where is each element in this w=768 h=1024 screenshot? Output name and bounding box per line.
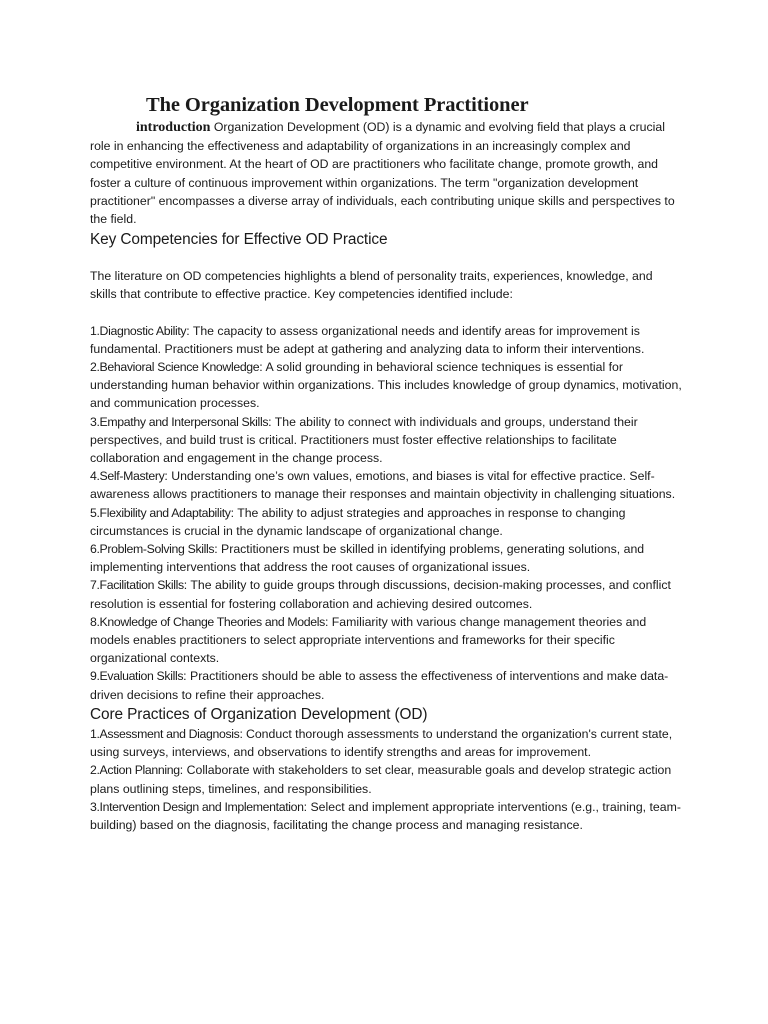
list-item	[90, 358, 682, 413]
document-page	[90, 92, 682, 834]
intro-label: introduction	[136, 120, 211, 135]
list-item	[90, 613, 682, 668]
item-text: : Practitioners should be able to assess the effectiveness of interventions and make data-driven decisions to refine their approaches.	[90, 669, 669, 702]
item-text: : The ability to adjust strategies and approaches in response to changing circumstances is crucial in the dynamic landscape of organizational change.	[90, 505, 626, 538]
item-term: 2.Action Planning	[90, 763, 180, 778]
document-title: The Organization Development Practitioner	[146, 94, 529, 116]
item-text: : Understanding one’s own values, emotions, and biases is vital for effective practice. Self-awareness allows practitioners to manage their responses and maintain objectivity in challenging situations.	[90, 469, 676, 502]
list-item	[90, 725, 682, 761]
item-text: : The capacity to assess organizational needs and identify areas for improvement is fundamental. Practitioners must be adept at gathering and analyzing data to inform their interventions.	[90, 323, 645, 356]
item-term: 1.Assessment and Diagnosis:	[90, 726, 243, 741]
item-text: : The ability to guide groups through discussions, decision-making processes, and conflict resolution is essential for fostering collaboration and achieving desired outcomes.	[90, 578, 671, 611]
item-term: 7.Facilitation Skills	[90, 578, 184, 593]
list-item	[90, 504, 682, 540]
item-term: 8.Knowledge of Change Theories and Models	[90, 614, 325, 629]
item-text: Conduct thorough assessments to understand the organization's current state, using surveys, interviews, and observations to identify strengths and areas for improvement.	[90, 726, 673, 760]
list-item	[90, 798, 682, 834]
item-term: 3.Intervention Design and Implementation	[90, 799, 304, 814]
list-item	[90, 667, 682, 703]
item-term: 1.Diagnostic Ability	[90, 323, 187, 338]
item-term: 3.Empathy and Interpersonal Skills	[90, 414, 269, 429]
list-item	[90, 413, 682, 468]
item-term: 5.Flexibility and Adaptability	[90, 505, 231, 520]
item-term: 4.Self-Mastery	[90, 469, 165, 484]
item-text: : Practitioners must be skilled in identifying problems, generating solutions, and implementing interventions that address the root causes of organizational issues.	[90, 542, 645, 575]
item-text: : Familiarity with various change management theories and models enables practitioners to select appropriate interventions and frameworks for their specific organizational contexts.	[90, 614, 647, 666]
intro-paragraph	[90, 118, 682, 228]
list-item	[90, 467, 682, 503]
item-text: : Collaborate with stakeholders to set clear, measurable goals and develop strategic action plans outlining steps, timelines, and responsibilities.	[90, 763, 672, 796]
core-practices-list	[90, 725, 682, 834]
item-term: 6.Problem-Solving Skills	[90, 542, 215, 557]
item-term: 9.Evaluation Skills	[90, 669, 184, 684]
competencies-lead: The literature on OD competencies highlights a blend of personality traits, experiences, knowledge, and skills that contribute to effective practice. Key competencies identified include:	[90, 269, 653, 302]
core-practices-heading: Core Practices of Organization Development (OD)	[90, 705, 428, 723]
item-text: : Select and implement appropriate interventions (e.g., training, team-building) based on the diagnosis, facilitating the change process and managing resistance.	[90, 799, 681, 832]
list-item	[90, 761, 682, 797]
item-text: : The ability to connect with individuals and groups, understand their perspectives, and build trust is critical. Practitioners must foster effective relationships to facilitate collaboration and engagement in the change process.	[90, 414, 638, 466]
competencies-heading: Key Competencies for Effective OD Practice	[90, 231, 388, 249]
competencies-list	[90, 322, 682, 704]
intro-text: Organization Development (OD) is a dynamic and evolving field that plays a crucial role in enhancing the effectiveness and adaptability of organizations in an increasingly complex and competitive environment. At the heart of OD are practitioners who facilitate change, promote growth, and foster a culture of continuous improvement within organizations. The term "organization development practitioner" encompasses a diverse array of individuals, each contributing unique skills and perspectives to the field.	[90, 120, 675, 227]
list-item	[90, 576, 682, 612]
item-term: 2.Behavioral Science Knowledge	[90, 360, 260, 375]
list-item	[90, 322, 682, 358]
item-text: : A solid grounding in behavioral science techniques is essential for understanding human behavior within organizations. This includes knowledge of group dynamics, motivation, and communication processes.	[90, 360, 682, 411]
list-item	[90, 540, 682, 576]
